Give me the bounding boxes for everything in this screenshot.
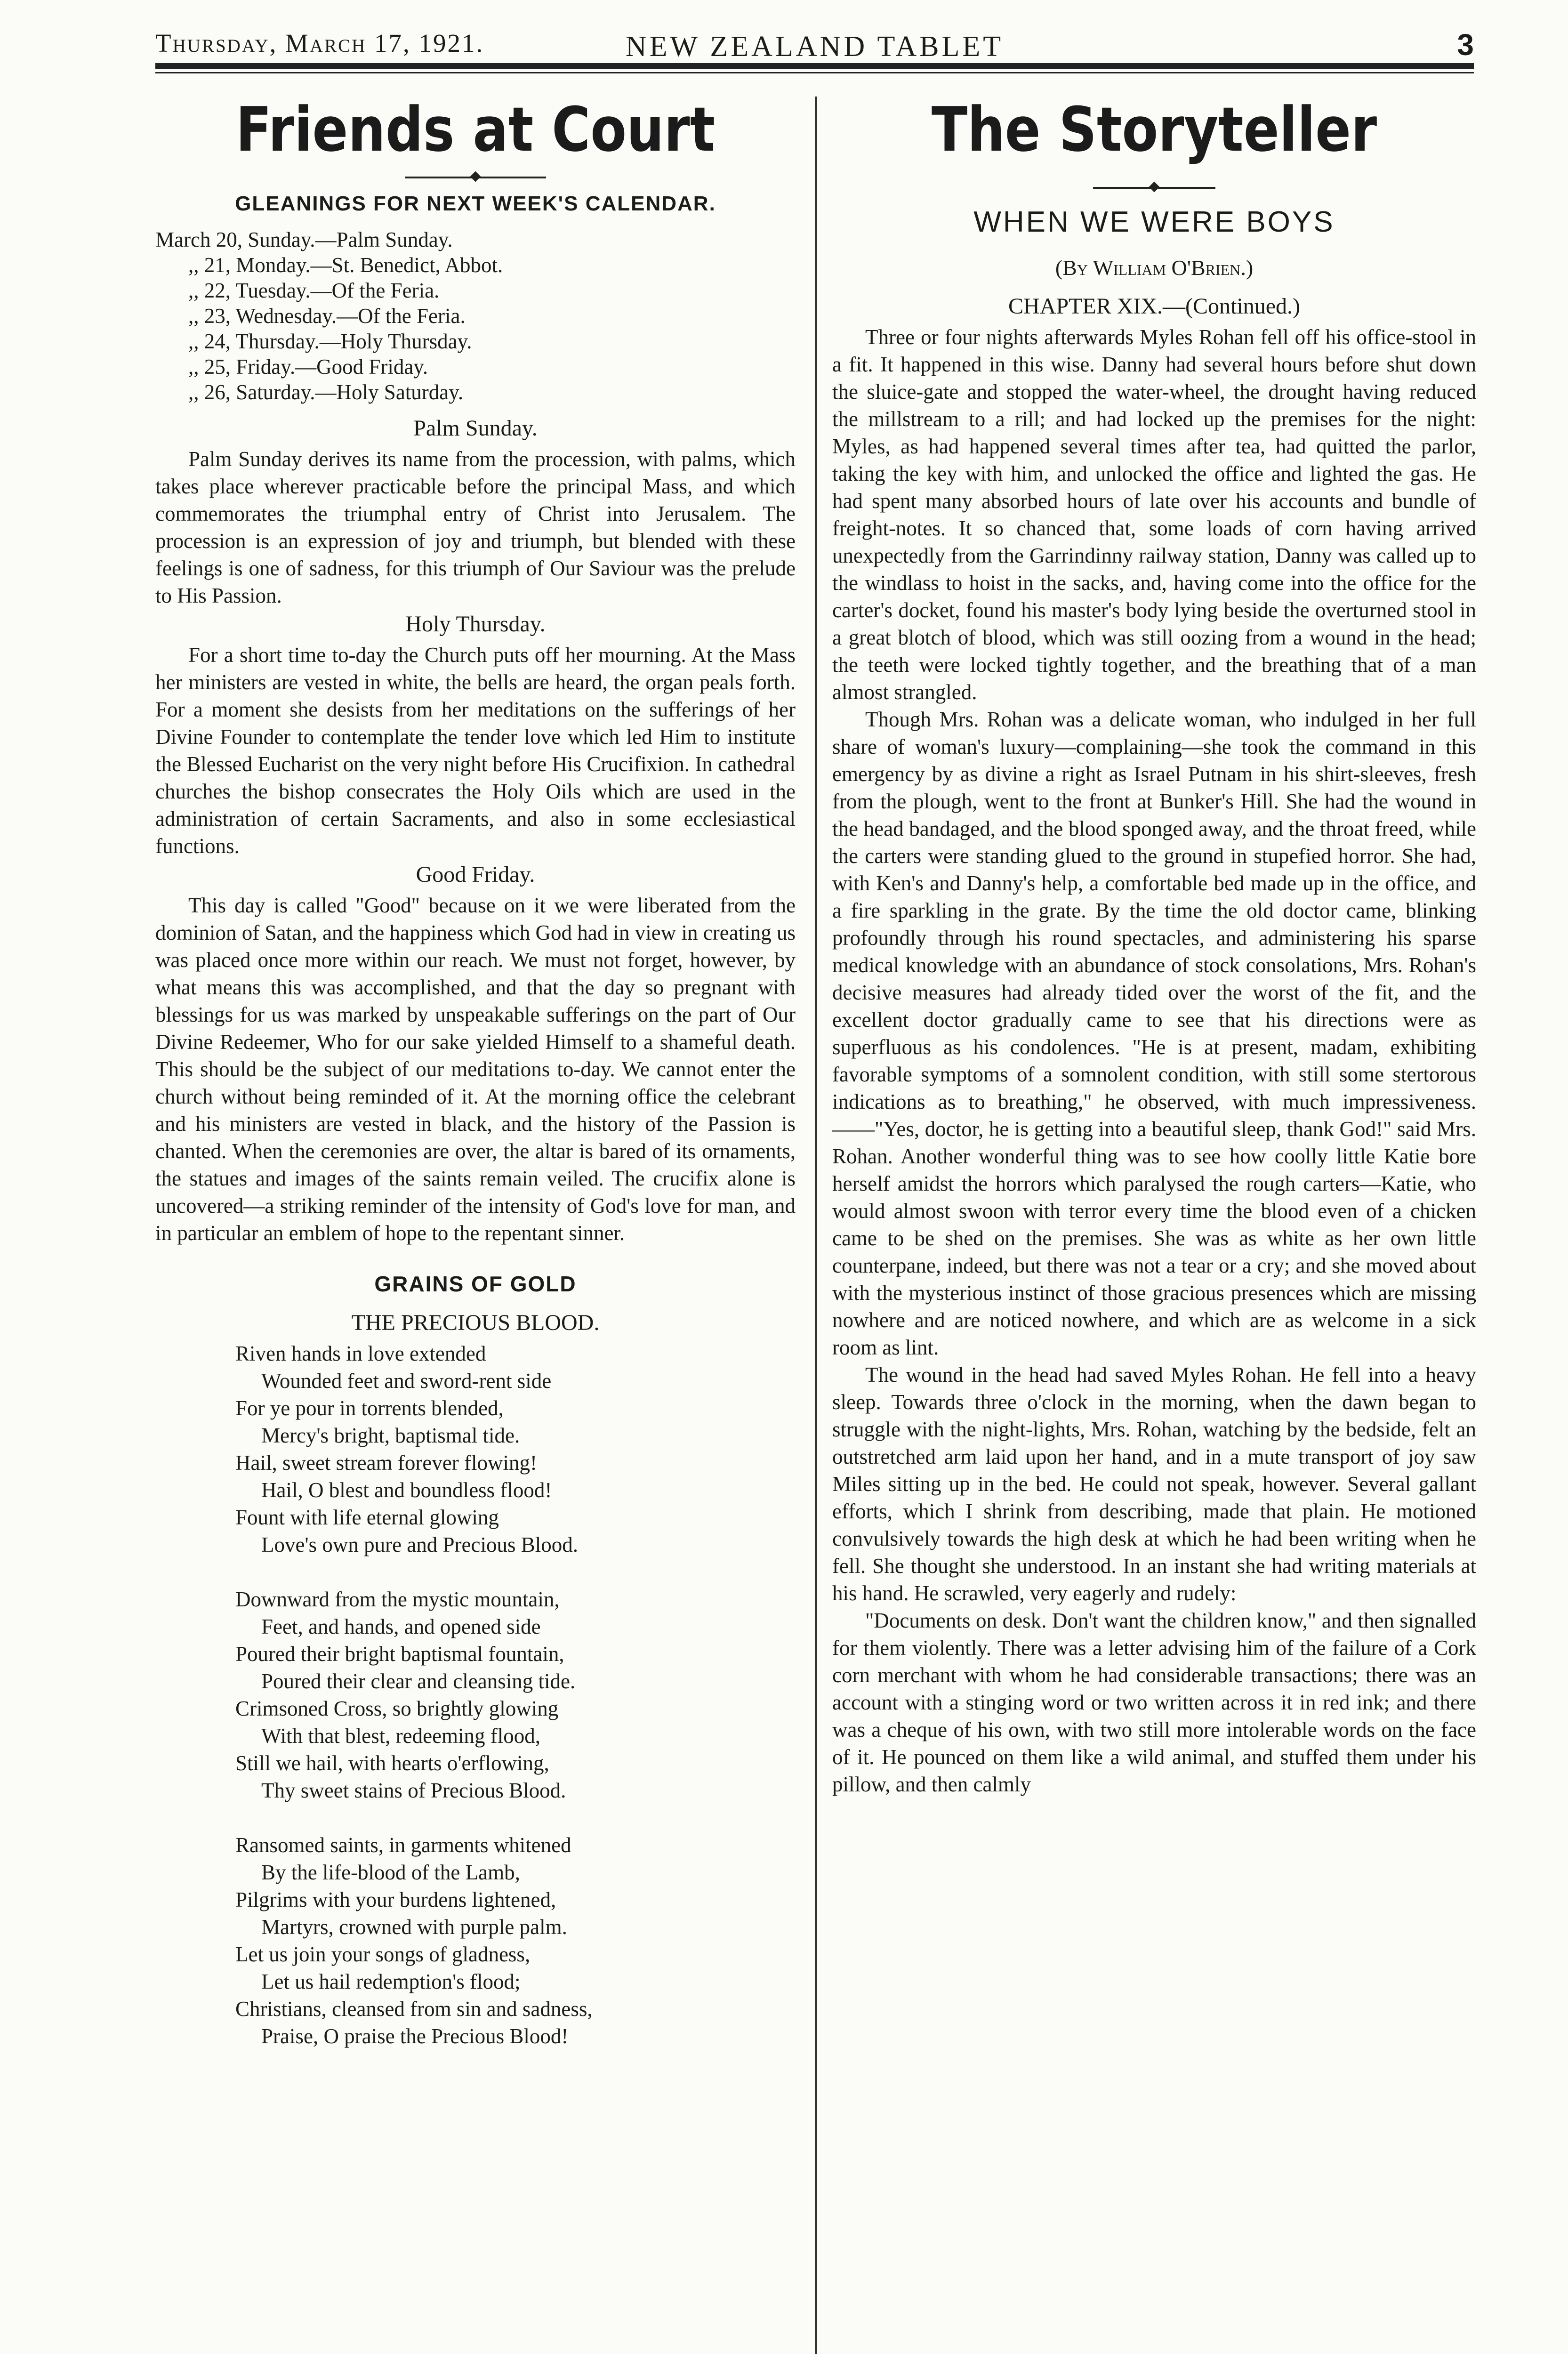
poem-line: Hail, sweet stream forever flowing!: [235, 1451, 538, 1475]
poem-stanza: [235, 1831, 796, 2050]
poem-line: Poured their clear and cleansing tide.: [261, 1669, 576, 1693]
issue-date: Thursday, March 17, 1921.: [155, 29, 484, 57]
poem-line: Feet, and hands, and opened side: [261, 1615, 541, 1638]
calendar-entry: ,, 24, Thursday.—Holy Thursday.: [188, 330, 472, 353]
calendar-entry: ,, 25, Friday.—Good Friday.: [188, 355, 428, 379]
poem-line: Praise, O praise the Precious Blood!: [261, 2024, 569, 2048]
poem-line: Thy sweet stains of Precious Blood.: [261, 1779, 566, 1802]
poem-line: Love's own pure and Precious Blood.: [261, 1533, 579, 1556]
calendar-entry: ,, 21, Monday.—St. Benedict, Abbot.: [188, 253, 503, 277]
running-head: [155, 24, 1474, 68]
poem-line: Fount with life eternal glowing: [235, 1506, 499, 1529]
palm-sunday-text: Palm Sunday derives its name from the procession, with palms, which takes place wherever practicable before the principal Mass, and which commemorates the triumphal entry of Christ into Jerusalem. The procession is an expression of joy and triumph, but blended with these feelings is one of sadness, for this triumph of Our Saviour was the prelude to His Passion.: [155, 447, 796, 607]
good-friday-heading: Good Friday.: [416, 862, 535, 887]
calendar-entry: March 20, Sunday.—Palm Sunday.: [155, 228, 453, 251]
ornament-rule: [405, 172, 546, 182]
poem-line: By the life-blood of the Lamb,: [261, 1861, 520, 1884]
ornament-rule: [1093, 183, 1215, 192]
holy-thursday-heading: Holy Thursday.: [405, 612, 546, 637]
calendar-entry: ,, 26, Saturday.—Holy Saturday.: [188, 380, 464, 404]
section-title-storyteller: The Storyteller: [931, 94, 1377, 165]
poem-line: Christians, cleansed from sin and sadness,: [235, 1997, 593, 2021]
poem-line: Poured their bright baptismal fountain,: [235, 1642, 564, 1666]
poem-line: Still we hail, with hearts o'erflowing,: [235, 1751, 549, 1775]
story-paragraph: Though Mrs. Rohan was a delicate woman, who indulged in her full share of woman's luxury—complaining—she took the command in this emergency by as divine a right as Israel Putnam in his shirt-sleeves, fresh from the plough, went to the front at Bunker's Hill. She had the wound in the head bandaged, and the blood sponged away, and the throat freed, while the carters were standing glued to the ground in stupefied horror. She had, with Ken's and Danny's help, a comfortable bed made up in the office, and a fire sparkling in the grate. By the time the old doctor came, blinking profoundly through his round spectacles, and administering his sparse medical knowledge with an abundance of stock consolations, Mrs. Rohan's decisive measures had already tided over the worst of the fit, and the excellent doctor gradually came to see that his directions were as superfluous as his condolences. "He is at present, madam, exhibiting favorable symptoms of a somnolent condition, with still some stertorous indications as to breathing," he observed, with much impressiveness.——"Yes, doctor, he is getting into a beautiful sleep, thank God!" said Mrs. Rohan. Another wonderful thing was to see how coolly little Katie bore herself amidst the horrors which paralysed the rough carters—Katie, who would almost swoon with terror every time the blood even of a chicken came to be shed on the premises. She was as white as her own little counterpane, indeed, but there was not a tear or a cry; and she moved about with the mysterious instinct of those gracious presences which are missing nowhere and are noticed nowhere, and which are as welcome in a sick room as lint.: [832, 708, 1476, 1359]
right-column: [832, 85, 1476, 2354]
good-friday-text: This day is called "Good" because on it we were liberated from the dominion of Satan, and the happiness which God had in view in creating us was placed once more within our reach. We must not forget, however, by what means this was accomplished, and that the day so pregnant with blessings for us was marked by unspeakable sufferings on the part of Our Divine Redeemer, Who for our sake yielded Himself to a shameful death. This should be the subject of our meditations to-day. We cannot enter the church without being reminded of it. At the morning office the celebrant and his ministers are vested in black, and the history of the Passion is chanted. When the ceremonies are over, the altar is bared of its ornaments, the statues and images of the saints remain veiled. The crucifix alone is uncovered—a striking reminder of the intensity of God's love for man, and in particular an emblem of hope to the repentant sinner.: [155, 894, 796, 1245]
poem-line: Ransomed saints, in garments whitened: [235, 1833, 571, 1857]
section-title-friends-at-court: Friends at Court: [235, 94, 716, 165]
poem-line: Wounded feet and sword-rent side: [261, 1369, 552, 1393]
poem-line: Mercy's bright, baptismal tide.: [261, 1424, 520, 1447]
calendar-heading: GLEANINGS FOR NEXT WEEK'S CALENDAR.: [235, 192, 716, 215]
poem-line: Crimsoned Cross, so brightly glowing: [235, 1697, 559, 1720]
poem-stanza: [235, 1340, 796, 1558]
header-rule-thin: [155, 72, 1474, 73]
poem: [235, 1340, 796, 2050]
column-divider: [815, 97, 817, 2354]
poem-line: Downward from the mystic mountain,: [235, 1588, 560, 1611]
poem-line: Let us join your songs of gladness,: [235, 1943, 531, 1966]
grains-of-gold-heading: GRAINS OF GOLD: [374, 1272, 577, 1296]
story-paragraph: "Documents on desk. Don't want the children know," and then signalled for them violently. There was a letter advising him of the failure of a Cork corn merchant with whom he had considerable transactions; there was an account with a stinging word or two written across it in red ink; and there was a cheque of his own, with two still more intolerable words on the face of it. He pounced on them like a wild animal, and stuffed them under his pillow, and then calmly: [832, 1609, 1476, 1796]
story-paragraph: The wound in the head had saved Myles Rohan. He fell into a heavy sleep. Towards three o'clock in the morning, when the dawn began to struggle with the night-lights, Mrs. Rohan, watching by the bedside, felt an outstretched arm laid upon her hand, and in a mute transport of joy saw Miles sitting up in the bed. He could not speak, however. Several gallant efforts, which I shrink from describing, made that plain. He motioned convulsively towards the high desk at which he had been writing when he fell. She thought she understood. In an instant she had writing materials at his hand. He scrawled, very eagerly and rudely:: [832, 1363, 1476, 1605]
left-column: [155, 85, 796, 2354]
story-paragraph: Three or four nights afterwards Myles Rohan fell off his office-stool in a fit. It happened in this wise. Danny had several hours before shut down the sluice-gate and stopped the water-wheel, the drought having reduced the millstream to a rill; and had locked up the premises for the night: Myles, as had happened several times after tea, had quitted the parlor, taking the key with him, and unlocked the office and lighted the gas. He had spent many absorbed hours of late over his accounts and bundle of freight-notes. It so chanced that, some loads of corn having arrived unexpectedly from the Garrindinny railway station, Danny was called up to the windlass to hoist in the sacks, and, having come into the office for the carter's docket, found his master's body lying beside the overturned stool in a great blotch of blood, which was still oozing from a wound in the head; the teeth were locked tightly together, and the breathing that of a man almost strangled.: [832, 325, 1476, 704]
poem-line: Let us hail redemption's flood;: [261, 1970, 521, 1993]
poem-line: Riven hands in love extended: [235, 1342, 486, 1365]
header-rule: [155, 63, 1474, 69]
poem-title: THE PRECIOUS BLOOD.: [351, 1310, 600, 1335]
calendar-entry: ,, 23, Wednesday.—Of the Feria.: [188, 304, 466, 328]
poem-line: For ye pour in torrents blended,: [235, 1396, 504, 1420]
page-number: 3: [1457, 28, 1474, 62]
poem-stanza: [235, 1586, 796, 1804]
publication-title: NEW ZEALAND TABLET: [625, 31, 1004, 63]
byline: (By William O'Brien.): [1055, 256, 1254, 280]
story-title: WHEN WE WERE BOYS: [973, 206, 1335, 238]
poem-line: Pilgrims with your burdens lightened,: [235, 1888, 556, 1911]
chapter-heading: CHAPTER XIX.—(Continued.): [1008, 294, 1300, 319]
calendar-list: [155, 227, 796, 405]
poem-line: With that blest, redeeming flood,: [261, 1724, 541, 1748]
calendar-entry: ,, 22, Tuesday.—Of the Feria.: [188, 279, 440, 302]
poem-line: Hail, O blest and boundless flood!: [261, 1478, 552, 1502]
holy-thursday-text: For a short time to-day the Church puts off her mourning. At the Mass her ministers are vested in white, the bells are heard, the organ peals forth. For a moment she desists from her meditations on the sufferings of her Divine Founder to contemplate the tender love which led Him to institute the Blessed Eucharist on the very night before His Crucifixion. In cathedral churches the bishop consecrates the Holy Oils which are used in the administration of certain Sacraments, and also in some ecclesiastical functions.: [155, 643, 796, 858]
palm-sunday-heading: Palm Sunday.: [413, 416, 538, 441]
poem-line: Martyrs, crowned with purple palm.: [261, 1915, 567, 1939]
